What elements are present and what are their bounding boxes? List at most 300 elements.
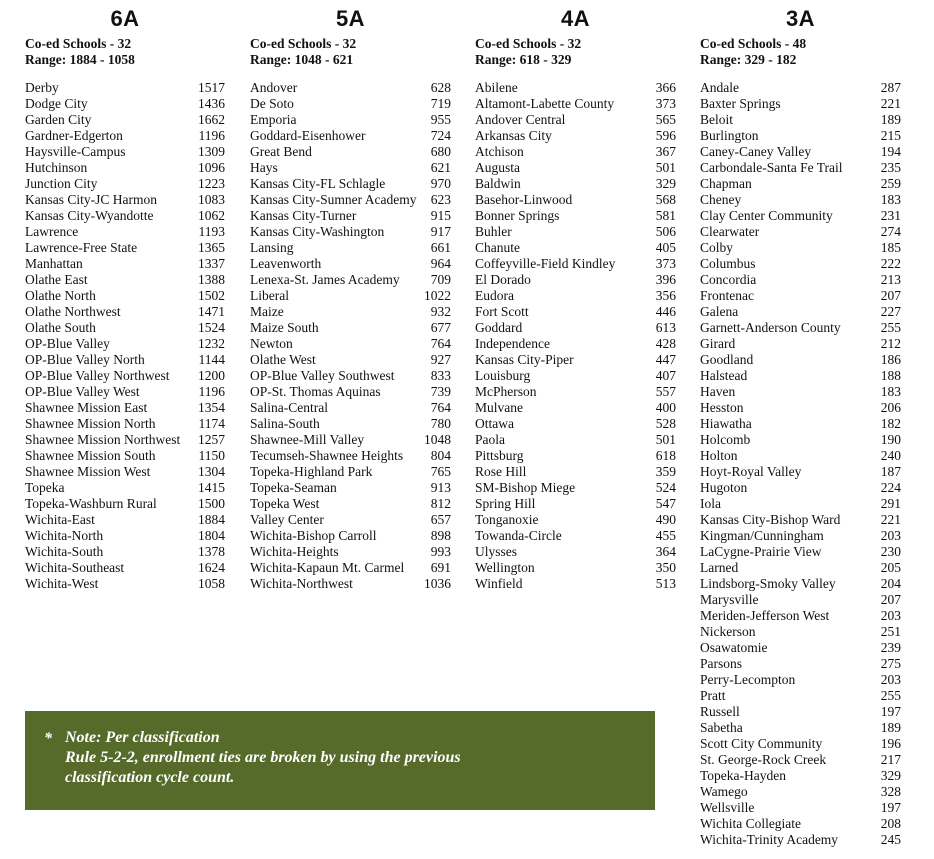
school-name: Valley Center <box>250 512 324 527</box>
enrollment-count: 568 <box>655 192 676 207</box>
enrollment-count: 932 <box>430 304 451 319</box>
enrollment-count: 691 <box>430 560 451 575</box>
enrollment-count: 1036 <box>424 576 451 591</box>
school-name: Wichita-North <box>25 528 104 543</box>
enrollment-count: 506 <box>655 224 676 239</box>
school-row <box>250 336 451 352</box>
enrollment-count: 186 <box>880 352 901 367</box>
school-row <box>250 192 451 208</box>
school-name: Baldwin <box>475 176 521 191</box>
school-row <box>25 528 225 544</box>
school-row <box>25 480 225 496</box>
school-row <box>700 608 901 624</box>
enrollment-count: 1804 <box>198 528 225 543</box>
enrollment-count: 396 <box>655 272 676 287</box>
enrollment-count: 203 <box>880 672 901 687</box>
enrollment-count: 245 <box>880 832 901 847</box>
school-row <box>250 528 451 544</box>
school-name: Osawatomie <box>700 640 768 655</box>
school-name: Shawnee-Mill Valley <box>250 432 365 447</box>
school-row <box>475 352 676 368</box>
enrollment-count: 1232 <box>198 336 225 351</box>
school-count-summary: Co-ed Schools - 32 <box>250 36 357 51</box>
school-name: OP-Blue Valley Southwest <box>250 368 395 383</box>
enrollment-count: 188 <box>880 368 901 383</box>
enrollment-count: 1524 <box>198 320 225 335</box>
school-name: Goddard-Eisenhower <box>250 128 366 143</box>
school-name: Independence <box>475 336 550 351</box>
school-name: Arkansas City <box>475 128 552 143</box>
school-name: Manhattan <box>25 256 83 271</box>
school-row <box>25 512 225 528</box>
enrollment-count: 203 <box>880 528 901 543</box>
school-name: Wichita-Bishop Carroll <box>250 528 377 543</box>
school-row <box>700 480 901 496</box>
enrollment-count: 255 <box>880 688 901 703</box>
column-heading: 4A <box>560 6 591 31</box>
school-row <box>700 192 901 208</box>
school-name: OP-Blue Valley Northwest <box>25 368 170 383</box>
school-row <box>475 432 676 448</box>
school-row <box>700 240 901 256</box>
school-name: Haysville-Campus <box>25 144 126 159</box>
school-row <box>475 528 676 544</box>
enrollment-range: Range: 1884 - 1058 <box>25 52 135 67</box>
school-name: Garnett-Anderson County <box>700 320 841 335</box>
school-row <box>700 800 901 816</box>
school-row <box>25 128 225 144</box>
enrollment-count: 359 <box>655 464 676 479</box>
school-row <box>700 352 901 368</box>
enrollment-count: 221 <box>880 96 901 111</box>
school-row <box>700 768 901 784</box>
school-row <box>250 416 451 432</box>
school-list <box>700 80 901 848</box>
school-name: Emporia <box>250 112 297 127</box>
enrollment-count: 955 <box>430 112 451 127</box>
school-name: Olathe South <box>25 320 96 335</box>
enrollment-count: 1048 <box>424 432 451 447</box>
enrollment-count: 366 <box>655 80 676 95</box>
school-name: Olathe West <box>250 352 316 367</box>
school-name: Topeka-Seaman <box>250 480 337 495</box>
school-name: Hugoton <box>700 480 748 495</box>
enrollment-count: 623 <box>430 192 451 207</box>
enrollment-count: 628 <box>430 80 451 95</box>
school-row <box>475 304 676 320</box>
enrollment-count: 221 <box>880 512 901 527</box>
enrollment-count: 207 <box>880 592 901 607</box>
school-name: Ulysses <box>475 544 518 559</box>
enrollment-count: 565 <box>655 112 676 127</box>
enrollment-count: 224 <box>880 480 901 495</box>
enrollment-count: 204 <box>880 576 901 591</box>
enrollment-range: Range: 618 - 329 <box>475 52 572 67</box>
school-row <box>25 144 225 160</box>
enrollment-count: 613 <box>655 320 676 335</box>
enrollment-count: 709 <box>430 272 451 287</box>
school-row <box>250 496 451 512</box>
school-name: Gardner-Edgerton <box>25 128 123 143</box>
school-row <box>475 192 676 208</box>
school-name: Wichita-Southeast <box>25 560 125 575</box>
school-name: Wichita-Kapaun Mt. Carmel <box>250 560 405 575</box>
enrollment-count: 964 <box>430 256 451 271</box>
enrollment-count: 287 <box>880 80 901 95</box>
school-row <box>250 80 451 96</box>
school-row <box>700 816 901 832</box>
school-row <box>25 240 225 256</box>
class-column-4a <box>475 6 676 592</box>
enrollment-count: 400 <box>655 400 676 415</box>
school-name: Wichita Collegiate <box>700 816 802 831</box>
school-row <box>25 432 225 448</box>
enrollment-count: 661 <box>430 240 451 255</box>
enrollment-count: 739 <box>430 384 451 399</box>
school-row <box>475 208 676 224</box>
enrollment-count: 1022 <box>424 288 451 303</box>
enrollment-count: 255 <box>880 320 901 335</box>
school-row <box>700 752 901 768</box>
school-row <box>25 80 225 96</box>
school-row <box>475 80 676 96</box>
school-name: Tecumseh-Shawnee Heights <box>250 448 404 463</box>
school-row <box>475 272 676 288</box>
enrollment-count: 501 <box>655 432 676 447</box>
enrollment-count: 183 <box>880 384 901 399</box>
school-name: Winfield <box>475 576 523 591</box>
school-name: Augusta <box>475 160 520 175</box>
school-row <box>25 336 225 352</box>
school-name: Kansas City-Turner <box>250 208 357 223</box>
school-row <box>700 624 901 640</box>
enrollment-count: 367 <box>655 144 676 159</box>
school-name: OP-Blue Valley <box>25 336 110 351</box>
school-name: Buhler <box>475 224 512 239</box>
school-row <box>700 368 901 384</box>
school-row <box>475 224 676 240</box>
school-row <box>475 400 676 416</box>
school-name: Meriden-Jefferson West <box>700 608 830 623</box>
school-name: Maize South <box>250 320 319 335</box>
school-row <box>475 256 676 272</box>
school-name: Olathe Northwest <box>25 304 121 319</box>
school-name: Topeka-Highland Park <box>250 464 373 479</box>
enrollment-count: 274 <box>880 224 901 239</box>
enrollment-range: Range: 1048 - 621 <box>250 52 354 67</box>
school-name: Girard <box>700 336 736 351</box>
school-row <box>475 576 676 592</box>
enrollment-count: 581 <box>655 208 676 223</box>
enrollment-count: 927 <box>430 352 451 367</box>
enrollment-count: 1196 <box>198 128 225 143</box>
enrollment-count: 208 <box>880 816 901 831</box>
school-row <box>25 320 225 336</box>
school-name: Mulvane <box>475 400 523 415</box>
school-name: Marysville <box>700 592 759 607</box>
enrollment-count: 1365 <box>198 240 225 255</box>
enrollment-count: 203 <box>880 608 901 623</box>
enrollment-count: 217 <box>880 752 901 767</box>
enrollment-count: 373 <box>655 96 676 111</box>
school-row <box>250 96 451 112</box>
school-row <box>700 656 901 672</box>
school-name: Hutchinson <box>25 160 88 175</box>
enrollment-count: 215 <box>880 128 901 143</box>
school-row <box>475 288 676 304</box>
enrollment-count: 197 <box>880 800 901 815</box>
school-name: Iola <box>700 496 721 511</box>
enrollment-count: 913 <box>430 480 451 495</box>
enrollment-count: 765 <box>430 464 451 479</box>
school-name: Ottawa <box>475 416 514 431</box>
enrollment-count: 898 <box>430 528 451 543</box>
school-row <box>250 512 451 528</box>
enrollment-count: 185 <box>880 240 901 255</box>
enrollment-count: 240 <box>880 448 901 463</box>
enrollment-count: 1257 <box>198 432 225 447</box>
school-name: Russell <box>700 704 740 719</box>
school-name: Wellsville <box>700 800 755 815</box>
school-name: Kansas City-Piper <box>475 352 574 367</box>
school-name: Abilene <box>475 80 518 95</box>
school-row <box>250 256 451 272</box>
school-name: Holcomb <box>700 432 751 447</box>
school-row <box>700 464 901 480</box>
school-row <box>700 832 901 848</box>
school-name: Newton <box>250 336 293 351</box>
enrollment-count: 446 <box>655 304 676 319</box>
enrollment-count: 1471 <box>198 304 225 319</box>
school-name: Wamego <box>700 784 748 799</box>
enrollment-count: 513 <box>655 576 676 591</box>
enrollment-count: 364 <box>655 544 676 559</box>
school-name: OP-Blue Valley North <box>25 352 145 367</box>
school-name: Wichita-South <box>25 544 104 559</box>
enrollment-count: 239 <box>880 640 901 655</box>
enrollment-count: 1502 <box>198 288 225 303</box>
school-row <box>700 640 901 656</box>
school-name: Wichita-Northwest <box>250 576 353 591</box>
school-name: Wellington <box>475 560 535 575</box>
school-name: Bonner Springs <box>475 208 560 223</box>
school-row <box>25 192 225 208</box>
school-name: Hiawatha <box>700 416 752 431</box>
school-row <box>25 448 225 464</box>
enrollment-count: 1436 <box>198 96 225 111</box>
school-row <box>250 544 451 560</box>
enrollment-count: 557 <box>655 384 676 399</box>
enrollment-count: 189 <box>880 112 901 127</box>
school-name: Sabetha <box>700 720 743 735</box>
enrollment-count: 212 <box>880 336 901 351</box>
enrollment-count: 812 <box>430 496 451 511</box>
school-name: Hesston <box>700 400 744 415</box>
enrollment-count: 1415 <box>198 480 225 495</box>
school-row <box>700 304 901 320</box>
enrollment-count: 547 <box>655 496 676 511</box>
school-row <box>700 384 901 400</box>
school-name: Kansas City-JC Harmon <box>25 192 157 207</box>
enrollment-count: 1884 <box>198 512 225 527</box>
enrollment-count: 1354 <box>198 400 225 415</box>
enrollment-count: 1096 <box>198 160 225 175</box>
school-row <box>700 688 901 704</box>
enrollment-count: 917 <box>430 224 451 239</box>
school-row <box>250 464 451 480</box>
school-name: Cheney <box>700 192 742 207</box>
school-name: Kansas City-Washington <box>250 224 385 239</box>
school-name: OP-Blue Valley West <box>25 384 140 399</box>
school-name: Lindsborg-Smoky Valley <box>700 576 836 591</box>
school-row <box>700 544 901 560</box>
school-name: Pittsburg <box>475 448 524 463</box>
school-list <box>475 80 676 592</box>
school-row <box>700 128 901 144</box>
school-row <box>25 368 225 384</box>
school-row <box>475 448 676 464</box>
school-name: Salina-South <box>250 416 320 431</box>
school-name: Goodland <box>700 352 754 367</box>
enrollment-count: 213 <box>880 272 901 287</box>
enrollment-count: 1196 <box>198 384 225 399</box>
school-name: Andover <box>250 80 298 95</box>
school-row <box>475 144 676 160</box>
enrollment-count: 356 <box>655 288 676 303</box>
school-row <box>250 448 451 464</box>
enrollment-count: 428 <box>655 336 676 351</box>
school-name: Paola <box>475 432 505 447</box>
school-name: Salina-Central <box>250 400 328 415</box>
school-row <box>700 560 901 576</box>
school-row <box>700 144 901 160</box>
enrollment-count: 1662 <box>198 112 225 127</box>
enrollment-count: 1378 <box>198 544 225 559</box>
school-row <box>475 464 676 480</box>
enrollment-count: 189 <box>880 720 901 735</box>
school-name: Great Bend <box>250 144 312 159</box>
school-row <box>700 288 901 304</box>
enrollment-count: 524 <box>655 480 676 495</box>
enrollment-count: 222 <box>880 256 901 271</box>
school-name: Shawnee Mission West <box>25 464 151 479</box>
school-row <box>700 736 901 752</box>
school-name: Derby <box>25 80 59 95</box>
school-row <box>700 176 901 192</box>
school-row <box>475 240 676 256</box>
note-marker: * <box>44 730 52 747</box>
school-row <box>475 560 676 576</box>
school-row <box>25 160 225 176</box>
school-name: Maize <box>250 304 284 319</box>
enrollment-count: 182 <box>880 416 901 431</box>
school-row <box>475 512 676 528</box>
enrollment-count: 235 <box>880 160 901 175</box>
school-row <box>475 496 676 512</box>
school-row <box>250 112 451 128</box>
enrollment-count: 1150 <box>198 448 225 463</box>
enrollment-count: 764 <box>430 336 451 351</box>
enrollment-count: 1058 <box>198 576 225 591</box>
enrollment-count: 329 <box>655 176 676 191</box>
school-row <box>25 400 225 416</box>
school-name: De Soto <box>250 96 294 111</box>
school-row <box>25 544 225 560</box>
school-name: Larned <box>700 560 739 575</box>
school-row <box>25 576 225 592</box>
enrollment-range: Range: 329 - 182 <box>700 52 797 67</box>
school-name: Shawnee Mission South <box>25 448 156 463</box>
school-name: Spring Hill <box>475 496 536 511</box>
school-row <box>25 112 225 128</box>
school-name: Topeka <box>25 480 65 495</box>
enrollment-count: 291 <box>880 496 901 511</box>
enrollment-count: 1200 <box>198 368 225 383</box>
school-row <box>700 400 901 416</box>
class-column-5a <box>250 6 451 592</box>
school-row <box>700 528 901 544</box>
school-row <box>250 272 451 288</box>
school-name: Clearwater <box>700 224 760 239</box>
column-heading: 3A <box>785 6 816 31</box>
school-name: Columbus <box>700 256 756 271</box>
enrollment-count: 1309 <box>198 144 225 159</box>
school-name: Basehor-Linwood <box>475 192 573 207</box>
school-row <box>250 128 451 144</box>
school-name: Baxter Springs <box>700 96 781 111</box>
school-name: Nickerson <box>700 624 756 639</box>
school-name: Caney-Caney Valley <box>700 144 812 159</box>
school-row <box>475 320 676 336</box>
school-name: Coffeyville-Field Kindley <box>475 256 616 271</box>
school-name: Lenexa-St. James Academy <box>250 272 400 287</box>
enrollment-count: 1624 <box>198 560 225 575</box>
school-name: Olathe North <box>25 288 96 303</box>
enrollment-count: 1500 <box>198 496 225 511</box>
school-row <box>250 208 451 224</box>
class-column-3a <box>700 6 901 848</box>
enrollment-count: 455 <box>655 528 676 543</box>
school-row <box>700 272 901 288</box>
note-box <box>25 711 655 810</box>
school-row <box>700 256 901 272</box>
enrollment-count: 719 <box>430 96 451 111</box>
school-row <box>250 560 451 576</box>
school-name: Goddard <box>475 320 523 335</box>
enrollment-count: 373 <box>655 256 676 271</box>
school-row <box>250 160 451 176</box>
school-row <box>700 416 901 432</box>
school-name: Wichita-Heights <box>250 544 339 559</box>
school-name: Andale <box>700 80 739 95</box>
school-row <box>475 112 676 128</box>
school-name: El Dorado <box>475 272 531 287</box>
enrollment-count: 1337 <box>198 256 225 271</box>
school-name: Towanda-Circle <box>475 528 562 543</box>
enrollment-count: 724 <box>430 128 451 143</box>
enrollment-count: 993 <box>430 544 451 559</box>
school-name: Andover Central <box>475 112 566 127</box>
school-name: Chapman <box>700 176 752 191</box>
school-row <box>250 384 451 400</box>
school-row <box>700 672 901 688</box>
school-row <box>25 352 225 368</box>
enrollment-count: 329 <box>880 768 901 783</box>
school-name: Wichita-West <box>25 576 99 591</box>
school-row <box>700 336 901 352</box>
school-row <box>25 288 225 304</box>
school-row <box>700 208 901 224</box>
